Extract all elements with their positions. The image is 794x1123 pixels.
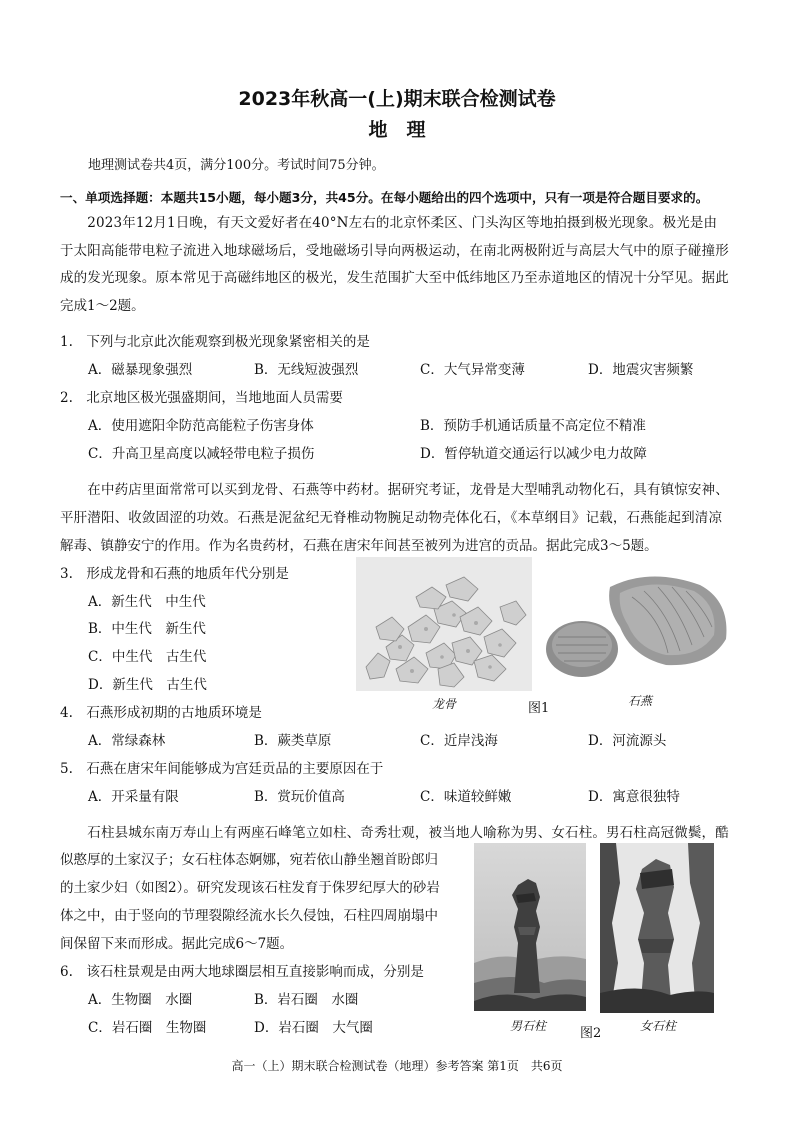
- shiyan-photo: [540, 567, 740, 685]
- q1-option-c: C．大气异常变薄: [420, 362, 525, 378]
- passage3-line3: 的土家少妇（如图2）。研究发现该石柱发育于侏罗纪厚大的砂岩: [60, 880, 440, 896]
- brachiopod-fossils-illustration: [540, 567, 740, 685]
- q4-option-b: B．蕨类草原: [254, 733, 332, 749]
- figure2-caption: 图2: [580, 1026, 602, 1041]
- passage3-line4: 体之中，由于竖向的节理裂隙经流水长久侵蚀，石柱四周崩塌中: [60, 908, 438, 924]
- q4-option-c: C．近岸浅海: [420, 733, 498, 749]
- passage2-line3: 解毒、镇静安宁的作用。作为名贵药材，石燕在唐宋年间甚至被列为进宫的贡品。据此完成3～5题。: [60, 538, 658, 554]
- q3-stem: 3. 形成龙骨和石燕的地质年代分别是: [60, 566, 289, 582]
- q4-option-d: D．河流源头: [588, 733, 667, 749]
- male-stone-pillar-illustration: [474, 843, 586, 1011]
- q3-option-c: C．中生代 古生代: [88, 649, 207, 665]
- q1-option-d: D．地震灾害频繁: [588, 362, 694, 378]
- q2-option-c: C．升高卫星高度以减轻带电粒子损伤: [88, 446, 315, 462]
- exam-title: 2023年秋高一(上)期末联合检测试卷: [238, 88, 556, 110]
- passage2-line1: 在中药店里面常常可以买到龙骨、石燕等中药材。据研究考证，龙骨是大型哺乳动物化石，具有镇惊安神、: [60, 482, 729, 498]
- passage1-line3: 成的发光现象。原本常见于高磁纬地区的极光，发生范围扩大至中低纬地区乃至赤道地区的情况十分罕见。据此: [60, 270, 729, 286]
- figure2-label-male: 男石柱: [510, 1019, 547, 1033]
- q6-option-d: D．岩石圈 大气圈: [254, 1020, 373, 1036]
- male-pillar-photo: [474, 843, 586, 1011]
- passage1-line1: 2023年12月1日晚，有天文爱好者在40°N左右的北京怀柔区、门头沟区等地拍摄到极光现象。极光是由: [60, 215, 718, 231]
- q5-stem: 5. 石燕在唐宋年间能够成为宫廷贡品的主要原因在于: [60, 761, 384, 777]
- q3-option-a: A．新生代 中生代: [88, 594, 206, 610]
- q5-option-d: D．寓意很独特: [588, 789, 680, 805]
- q6-stem: 6. 该石柱景观是由两大地球圈层相互直接影响而成，分别是: [60, 964, 424, 980]
- q5-option-a: A．开采量有限: [88, 789, 179, 805]
- figure2-label-female: 女石柱: [640, 1019, 677, 1033]
- subject-title: 地 理: [368, 119, 426, 141]
- q3-option-d: D．新生代 古生代: [88, 677, 207, 693]
- bone-fragments-illustration: [356, 557, 532, 691]
- q1-stem: 1. 下列与北京此次能观察到极光现象紧密相关的是: [60, 334, 370, 350]
- longgu-photo: [356, 557, 532, 691]
- q1-option-a: A．磁暴现象强烈: [88, 362, 193, 378]
- female-pillar-photo: [600, 843, 714, 1013]
- figure1-label-shiyan: 石燕: [628, 694, 653, 708]
- q2-option-b: B．预防手机通话质量不高定位不精准: [420, 418, 646, 434]
- figure1-caption: 图1: [528, 701, 550, 716]
- q4-stem: 4. 石燕形成初期的古地质环境是: [60, 705, 262, 721]
- q6-option-a: A．生物圈 水圈: [88, 992, 193, 1008]
- q5-option-b: B．赏玩价值高: [254, 789, 345, 805]
- q2-option-a: A．使用遮阳伞防范高能粒子伤害身体: [88, 418, 314, 434]
- q5-option-c: C．味道较鲜嫩: [420, 789, 512, 805]
- section-heading: 一、单项选择题：本题共15小题，每小题3分，共45分。在每小题给出的四个选项中，只有一项是符合题目要求的。: [60, 190, 709, 205]
- q6-option-b: B．岩石圈 水圈: [254, 992, 359, 1008]
- q4-option-a: A．常绿森林: [88, 733, 166, 749]
- passage2-line2: 平肝潜阳、收敛固涩的功效。石燕是泥盆纪无脊椎动物腕足动物壳体化石，《本草纲目》记载，石燕能起到清凉: [60, 510, 723, 526]
- female-stone-pillar-illustration: [600, 843, 714, 1013]
- q1-option-b: B．无线短波强烈: [254, 362, 359, 378]
- passage3-line1: 石柱县城东南万寿山上有两座石峰笔立如柱、奇秀壮观，被当地人喻称为男、女石柱。男石柱高冠微鬓，酷: [60, 825, 729, 841]
- passage3-line2: 似憨厚的土家汉子；女石柱体态婀娜，宛若依山静坐翘首盼郎归: [60, 852, 438, 868]
- figure1-label-longgu: 龙骨: [432, 697, 457, 711]
- page-footer: 高一（上）期末联合检测试卷（地理）参考答案 第1页 共6页: [231, 1059, 563, 1073]
- q2-stem: 2. 北京地区极光强盛期间，当地地面人员需要: [60, 390, 343, 406]
- q3-option-b: B．中生代 新生代: [88, 621, 206, 637]
- passage1-line4: 完成1～2题。: [60, 298, 145, 314]
- q6-option-c: C．岩石圈 生物圈: [88, 1020, 207, 1036]
- q2-option-d: D．暂停轨道交通运行以减少电力故障: [420, 446, 647, 462]
- passage3-line5: 间保留下来而形成。据此完成6～7题。: [60, 936, 294, 952]
- exam-intro: 地理测试卷共4页，满分100分。考试时间75分钟。: [88, 158, 385, 173]
- passage1-line2: 于太阳高能带电粒子流进入地球磁场后，受地磁场引导向两极运动，在南北两极附近与高层大气中的原子碰撞形: [60, 243, 729, 259]
